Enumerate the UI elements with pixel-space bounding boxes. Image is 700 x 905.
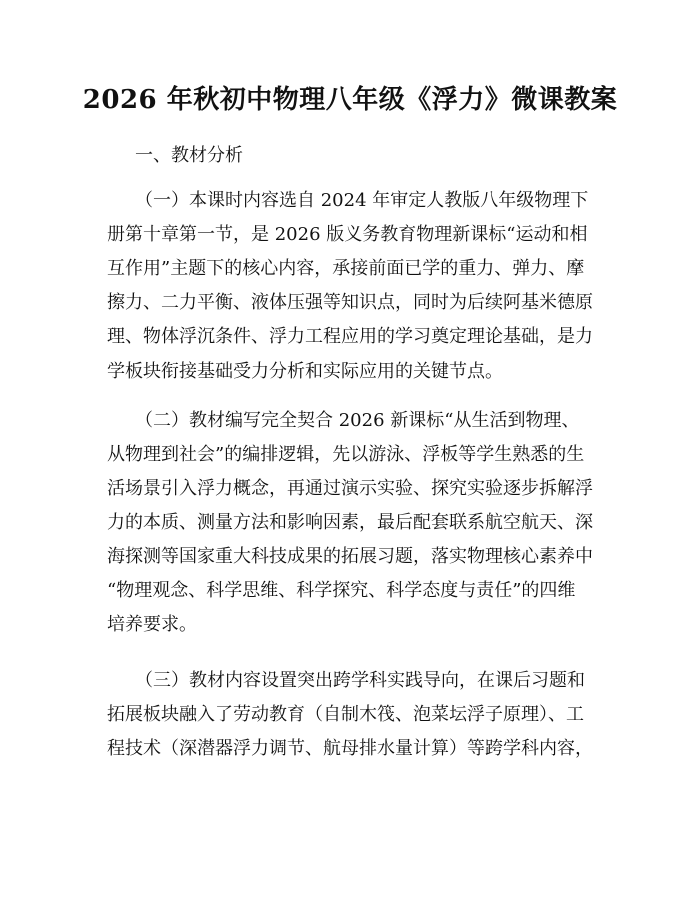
paragraph-line: 学板块衔接基础受力分析和实际应用的关键节点。 (107, 361, 503, 382)
paragraph-line: 互作用”主题下的核心内容，承接前面已学的重力、弹力、摩 (107, 258, 585, 279)
paragraph-line: （一）本课时内容选自 2024 年审定人教版八年级物理下 (135, 190, 589, 211)
paragraph-line: 从物理到社会”的编排逻辑，先以游泳、浮板等学生熟悉的生 (107, 444, 585, 465)
paragraph-line: “物理观念、科学思维、科学探究、科学态度与责任”的四维 (107, 580, 576, 601)
paragraph-line: 擦力、二力平衡、液体压强等知识点，同时为后续阿基米德原 (107, 292, 593, 313)
document-title: 2026 年秋初中物理八年级《浮力》微课教案 (82, 85, 618, 115)
paragraph-line: （三）教材内容设置突出跨学科实践导向，在课后习题和 (135, 670, 585, 691)
paragraph-line: 拓展板块融入了劳动教育（自制木筏、泡菜坛浮子原理）、工 (107, 704, 584, 725)
section-heading: 一、教材分析 (135, 145, 243, 166)
paragraph-line: 程技术（深潜器浮力调节、航母排水量计算）等跨学科内容， (107, 738, 593, 759)
paragraph-line: （二）教材编写完全契合 2026 新课标“从生活到物理、 (135, 410, 580, 431)
paragraph-line: 册第十章第一节，是 2026 版义务教育物理新课标“运动和相 (107, 224, 588, 245)
paragraph-line: 培养要求。 (107, 614, 197, 635)
paragraph-line: 力的本质、测量方法和影响因素，最后配套联系航空航天、深 (107, 512, 593, 533)
paragraph-line: 活场景引入浮力概念，再通过演示实验、探究实验逐步拆解浮 (107, 478, 593, 499)
paragraph-line: 海探测等国家重大科技成果的拓展习题，落实物理核心素养中 (107, 546, 593, 567)
paragraph-line: 理、物体浮沉条件、浮力工程应用的学习奠定理论基础，是力 (107, 326, 593, 347)
